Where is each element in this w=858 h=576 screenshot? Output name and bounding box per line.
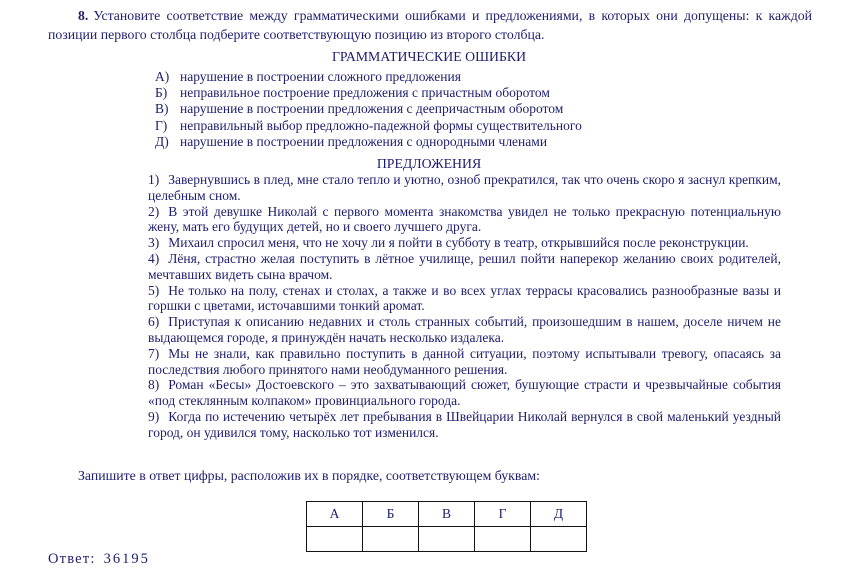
error-item-label: В) xyxy=(155,101,169,117)
error-item-v xyxy=(155,101,582,117)
sentence-number: 6) xyxy=(148,314,160,330)
error-item-d xyxy=(155,134,582,150)
sentence-number: 3) xyxy=(148,235,160,251)
answer-cell-a xyxy=(307,527,363,552)
answer-cell-v xyxy=(419,527,475,552)
answer-cell-g xyxy=(475,527,531,552)
error-item-label: Б) xyxy=(155,85,168,101)
sentences-list xyxy=(148,172,781,441)
sentence-text: Роман «Бесы» Достоевского – это захватывающий сюжет, бушующие страсти и чрезвычайные события «под стеклянным колпаком» провинциального города. xyxy=(148,377,781,409)
errors-section-title: ГРАММАТИЧЕСКИЕ ОШИБКИ xyxy=(331,49,527,64)
error-item-b xyxy=(155,85,582,101)
error-item-text: нарушение в построении предложения с деепричастным оборотом xyxy=(180,101,564,117)
sentence-number: 1) xyxy=(148,172,160,187)
sentence-1 xyxy=(148,172,781,204)
answer-table-header-d: Д xyxy=(531,502,587,527)
sentence-9 xyxy=(148,409,781,441)
task-statement xyxy=(48,6,812,44)
sentence-7 xyxy=(148,346,781,378)
task-statement-text: Установите соответствие между грамматическими ошибками и предложениями, в которых они допущены: к каждой позиции первого столбца подберите соответствующую позицию из второго столбца. xyxy=(48,8,812,42)
answer-table xyxy=(306,501,587,552)
sentence-text: Когда по истечению четырёх лет пребывания в Швейцарии Николай вернулся в свой маленький уездный город, он удивился тому, насколько тот изменился. xyxy=(148,408,781,440)
sentence-text: Мы не знали, как правильно поступить в данной ситуации, поэтому испытывали тревогу, опасаясь за последствия любого принятого нами необдуманного решения. xyxy=(148,345,781,377)
error-item-label: А) xyxy=(155,69,170,84)
error-item-text: неправильное построение предложения с причастным оборотом xyxy=(180,85,550,101)
sentence-number: 4) xyxy=(148,250,160,266)
error-item-g xyxy=(155,118,582,134)
sentence-text: Приступая к описанию недавних и столь странных событий, произошедшим в нашем, доселе ничем не выдающемся городе, я принуждён начать несколько издалека. xyxy=(148,314,781,345)
sentence-number: 2) xyxy=(148,203,160,219)
error-item-a xyxy=(155,69,582,85)
sentence-5 xyxy=(148,283,781,315)
sentence-6 xyxy=(148,314,781,346)
sentence-text: Не только на полу, стенах и столах, а также и во всех углах террасы красовались разнообразные вазы и горшки с цветами, источавшими тонкий аромат. xyxy=(148,282,781,314)
answer-cell-d xyxy=(531,527,587,552)
task-number: 8. xyxy=(78,8,89,23)
sentence-text: В этой девушке Николай с первого момента знакомства увидел не только прекрасную потенциальную жену, мать его будущих детей, но и своего лучшего друга. xyxy=(148,203,781,235)
error-item-label: Г) xyxy=(155,117,168,133)
answer-key xyxy=(48,551,150,568)
answer-table-value-row xyxy=(307,527,587,552)
answer-table-header-row xyxy=(307,502,587,527)
answer-table-header-v: В xyxy=(419,502,475,527)
error-item-text: нарушение в построении сложного предложения xyxy=(180,69,461,84)
error-item-text: нарушение в построении предложения с однородными членами xyxy=(180,133,548,149)
sentence-number: 5) xyxy=(148,282,160,298)
grammatical-errors-list xyxy=(155,69,582,150)
sentence-text: Михаил спросил меня, что не хочу ли я пойти в субботу в театр, открывшийся после реконструкции. xyxy=(168,235,749,251)
error-item-label: Д) xyxy=(155,133,169,149)
sentences-section-title: ПРЕДЛОЖЕНИЯ xyxy=(376,156,482,171)
answer-instruction: Запишите в ответ цифры, расположив их в порядке, соответствующем буквам: xyxy=(78,468,540,483)
answer-cell-b xyxy=(363,527,419,552)
sentence-text: Лёня, страстно желая поступить в лётное училище, решил пойти наперекор желанию своих родителей, мечтавших видеть сына врачом. xyxy=(148,250,781,282)
sentence-4 xyxy=(148,251,781,283)
sentence-3 xyxy=(148,235,781,251)
sentence-number: 9) xyxy=(148,408,160,424)
answer-key-value: 36195 xyxy=(103,551,150,567)
error-item-text: неправильный выбор предложно-падежной формы существительного xyxy=(180,117,582,133)
sentence-2 xyxy=(148,204,781,236)
sentence-number: 8) xyxy=(148,377,160,393)
answer-key-label: Ответ: xyxy=(48,551,96,567)
sentence-number: 7) xyxy=(148,345,160,361)
sentence-text: Завернувшись в плед, мне стало тепло и уютно, озноб прекратился, так что очень скоро я заснул крепким, целебным сном. xyxy=(148,172,781,203)
answer-table-header-a: А xyxy=(307,502,363,527)
answer-table-header-b: Б xyxy=(363,502,419,527)
sentence-8 xyxy=(148,377,781,409)
answer-table-header-g: Г xyxy=(475,502,531,527)
